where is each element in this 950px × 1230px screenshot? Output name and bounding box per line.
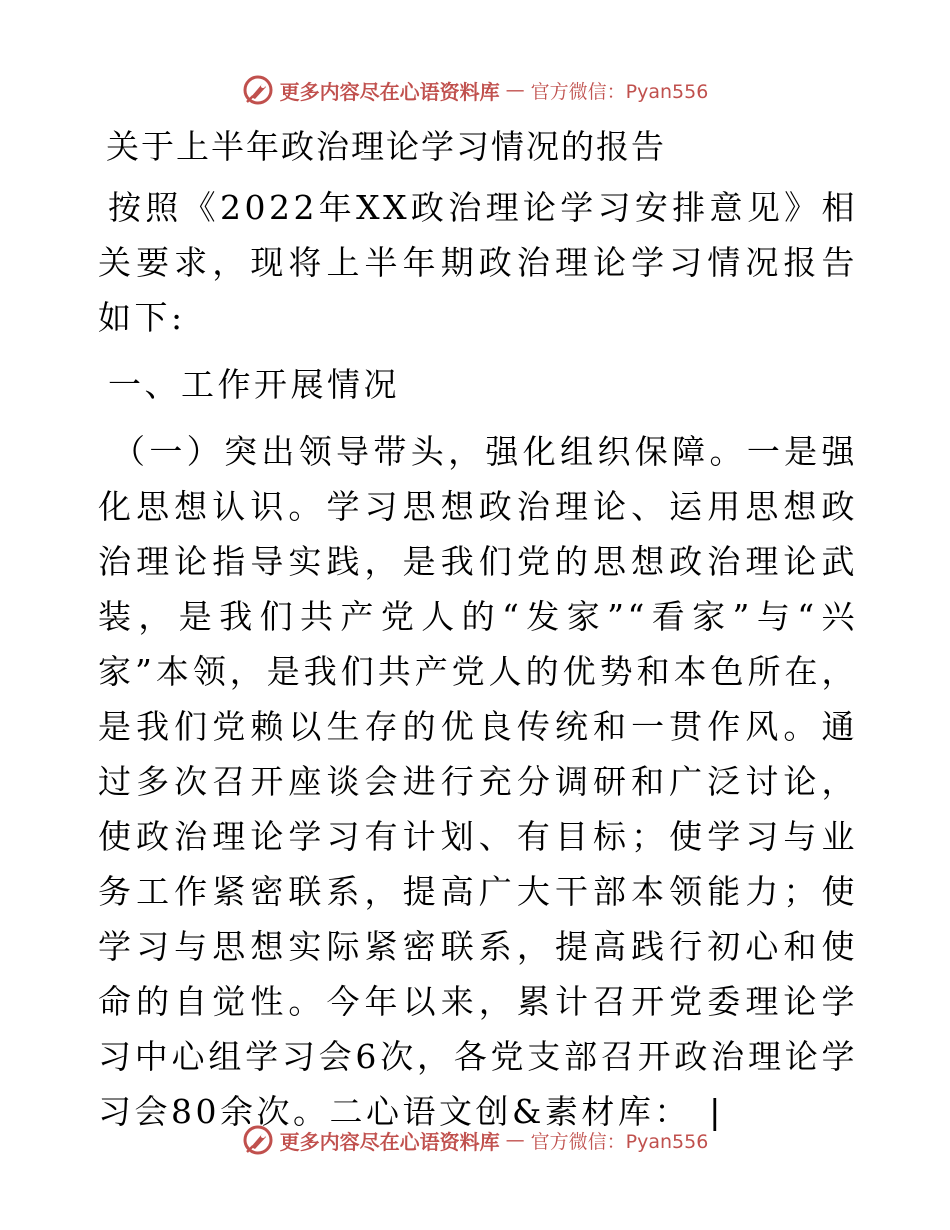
banner-separator: — — [505, 79, 525, 101]
body-paragraph — [98, 424, 858, 1139]
body-text: （一）突出领导带头，强化组织保障。一是强化思想认识。学习思想政治理论、运用思想政治理论指导实践，是我们党的思想政治理论武装，是我们共产党人的“发家”“看家”与“兴家”本领，是我们共产党人的优势和本色所在，是我们党赖以生存的优良传统和一贯作风。通过多次召开座谈会进行充分调研和广泛讨论，使政治理论学习有计划、有目标；使学习与业务工作紧密联系，提高广大干部本领能力；使学习与思想实际紧密联系，提高践行初心和使命的自觉性。今年以来，累计召开党委理论学习中心组学习会6次，各党支部召开政治理论学习会80余次。二心语文创&素材库： — [98, 432, 858, 1131]
header-banner — [0, 70, 950, 110]
section-heading: 一、工作开展情况 — [108, 365, 400, 404]
document-body — [98, 120, 858, 1139]
intro-paragraph: 按照《2022年XX政治理论学习安排意见》相关要求，现将上半年期政治理论学习情况报告如下: — [98, 188, 858, 337]
banner-main-text: 更多内容尽在心语资料库 — [279, 79, 500, 104]
pen-nib-logo-icon — [242, 74, 274, 106]
banner-wechat-text: 官方微信：Pyan556 — [530, 80, 709, 103]
text-cursor: | — [704, 1092, 729, 1131]
banner-separator: — — [505, 1129, 525, 1151]
banner-main-text: 更多内容尽在心语资料库 — [279, 1129, 500, 1154]
pen-nib-logo-icon — [242, 1124, 274, 1156]
footer-banner — [0, 1120, 950, 1160]
banner-wechat-text: 官方微信：Pyan556 — [530, 1130, 709, 1153]
document-title: 关于上半年政治理论学习情况的报告 — [106, 127, 666, 166]
